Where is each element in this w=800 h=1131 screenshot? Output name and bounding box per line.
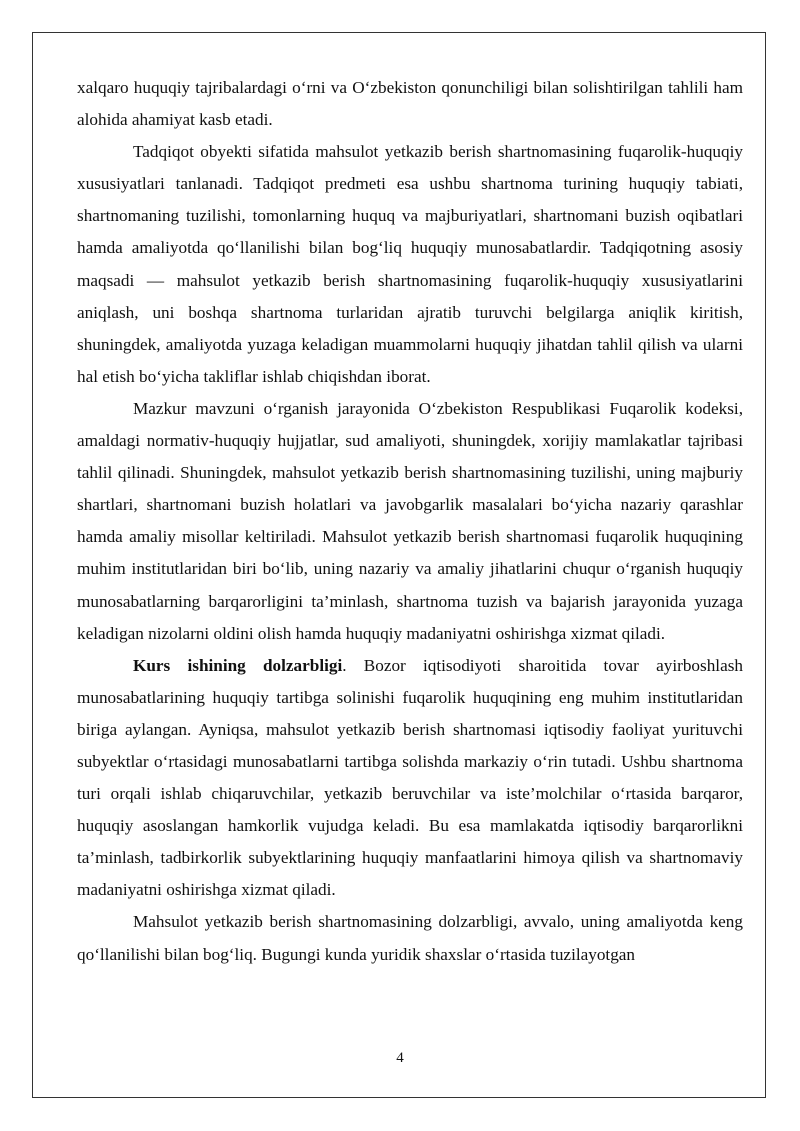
paragraph-2-text: Tadqiqot obyekti sifatida mahsulot yetkazib berish shartnomasining fuqarolik-huquqiy xususiyatlari tanlanadi. Tadqiqot predmeti esa ushbu shartnoma turining huquqiy tabiati, shartnomaning tuzilishi, tomonlarning huquq va majburiyatlari, shartnomani buzish oqibatlari hamda amaliyotda qo‘llanilishi bilan bog‘liq huquqiy munosabatlardir. Tadqiqotning asosiy maqsadi — mahsulot yetkazib berish shartnomasining fuqarolik-huquqiy xususiyatlarini aniqlash, uni boshqa shartnoma turlaridan ajratib turuvchi belgilarga aniqlik kiritish, shuningdek, amaliyotda yuzaga keladigan muammolarni huquqiy jihatdan tahlil qilish va ularni hal etish bo‘yicha takliflar ishlab chiqishdan iborat. bbox=[77, 142, 743, 386]
relevance-heading: Kurs ishining dolzarbligi bbox=[133, 655, 343, 675]
paragraph-5 bbox=[77, 906, 743, 970]
paragraph-2 bbox=[77, 136, 743, 393]
document-body bbox=[77, 72, 743, 971]
paragraph-3 bbox=[77, 393, 743, 650]
paragraph-5-text: Mahsulot yetkazib berish shartnomasining dolzarbligi, avvalo, uning amaliyotda keng qo‘llanilishi bilan bog‘liq. Bugungi kunda yuridik shaxslar o‘rtasida tuzilayotgan bbox=[77, 912, 743, 964]
paragraph-3-text: Mazkur mavzuni o‘rganish jarayonida O‘zbekiston Respublikasi Fuqarolik kodeksi, amaldagi normativ-huquqiy hujjatlar, sud amaliyoti, shuningdek, xorijiy mamlakatlar tajribasi tahlil qilinadi. Shuningdek, mahsulot yetkazib berish shartnomasining tuzilishi, uning majburiy shartlari, shartnomani buzish holatlari va javobgarlik masalalari bo‘yicha nazariy qarashlar hamda amaliy misollar keltiriladi. Mahsulot yetkazib berish shartnomasi fuqarolik huquqining muhim institutlaridan biri bo‘lib, uning nazariy va amaliy jihatlarini chuqur o‘rganish huquqiy munosabatlarning barqarorligini ta’minlash, shartnoma tuzish va bajarish jarayonida yuzaga keladigan nizolarni oldini olish hamda huquqiy madaniyatni oshirishga xizmat qiladi. bbox=[77, 398, 743, 643]
paragraph-1 bbox=[77, 72, 743, 136]
paragraph-1-text: xalqaro huquqiy tajribalardagi o‘rni va O‘zbekiston qonunchiligi bilan solishtirilgan tahlili ham alohida ahamiyat kasb etadi. bbox=[77, 78, 743, 130]
paragraph-4 bbox=[77, 650, 743, 907]
page-number: 4 bbox=[396, 1050, 404, 1066]
paragraph-4-text: . Bozor iqtisodiyoti sharoitida tovar ayirboshlash munosabatlarining huquqiy tartibga solinishi fuqarolik huquqining eng muhim institutlaridan biriga aylangan. Ayniqsa, mahsulot yetkazib berish shartnomasi iqtisodiy faoliyat yurituvchi subyektlar o‘rtasidagi munosabatlarni tartibga solishda markaziy o‘rin tutadi. Ushbu shartnoma turi orqali ishlab chiqaruvchilar, yetkazib beruvchilar va iste’molchilar o‘rtasida barqaror, huquqiy asoslangan hamkorlik vujudga keladi. Bu esa mamlakatda iqtisodiy barqarorlikni ta’minlash, tadbirkorlik subyektlarining huquqiy manfaatlarini himoya qilish va shartnomaviy madaniyatni oshirishga xizmat qiladi. bbox=[77, 655, 743, 900]
